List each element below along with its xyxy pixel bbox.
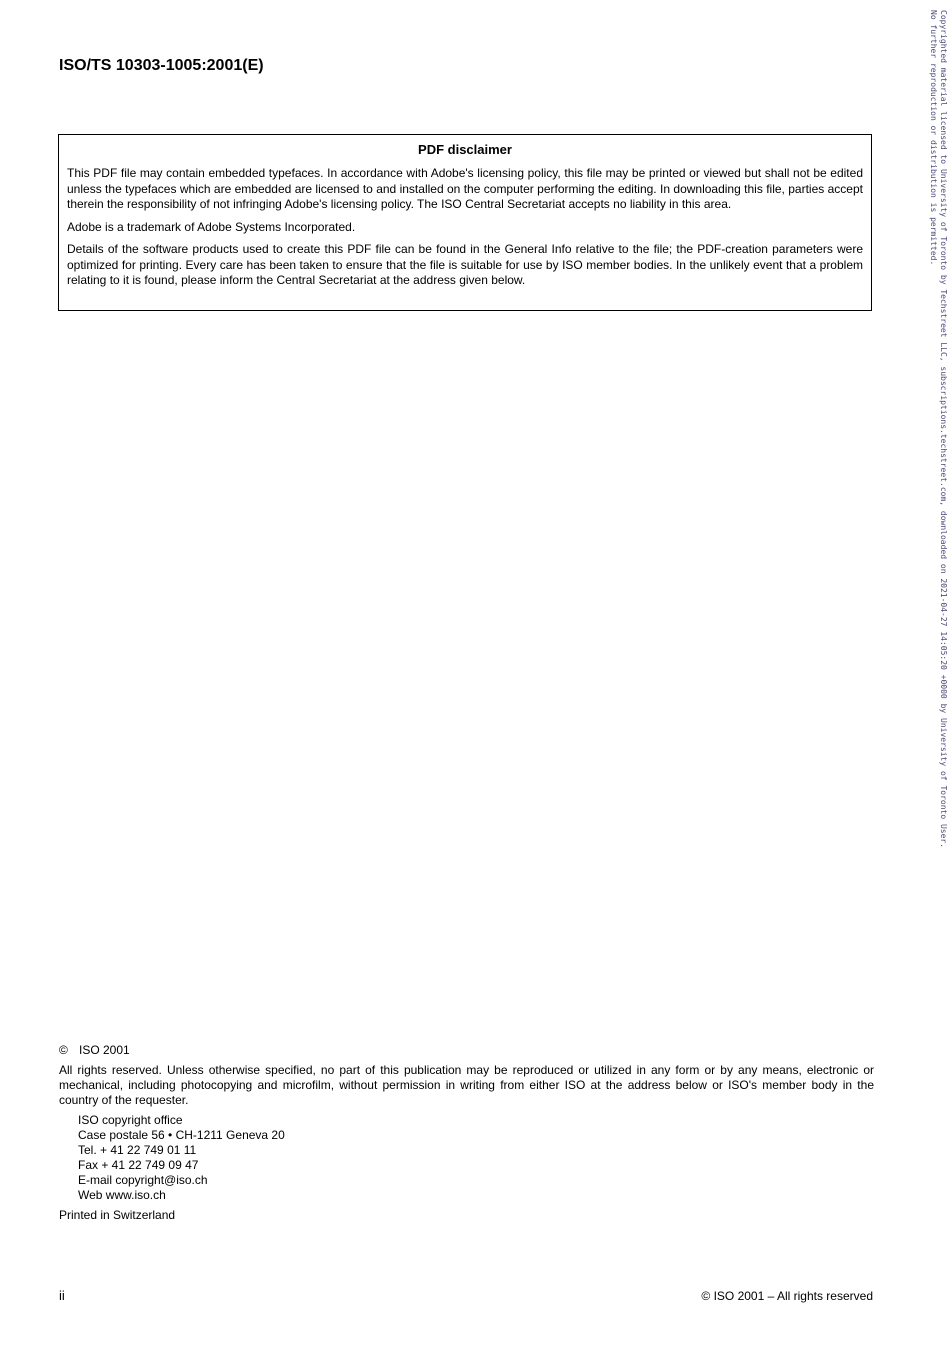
disclaimer-paragraph-trademark: Adobe is a trademark of Adobe Systems Incorporated.	[67, 219, 356, 234]
pdf-disclaimer-box	[58, 134, 872, 311]
address-line-tel: Tel. + 41 22 749 01 11	[78, 1143, 197, 1157]
watermark-line-reproduction: No further reproduction or distribution is permitted.	[929, 10, 938, 266]
iso-address	[78, 1113, 874, 1203]
printed-location: Printed in Switzerland	[59, 1208, 176, 1222]
copyright-year-line	[59, 1043, 874, 1058]
copyright-block	[59, 1043, 874, 1223]
address-line-email: E-mail copyright@iso.ch	[78, 1173, 208, 1187]
address-line-office: ISO copyright office	[78, 1113, 183, 1127]
copyright-symbol: ©	[59, 1043, 68, 1057]
disclaimer-paragraph-typefaces: This PDF file may contain embedded typefaces. In accordance with Adobe's licensing policy, this file may be printed or viewed but shall not be edited unless the typefaces which are embedded are licensed to and installed on the computer performing the editing. In downloading this file, parties accept therein the responsibility of not infringing Adobe's licensing policy. The ISO Central Secretariat accepts no liability in this area.	[67, 166, 863, 211]
page-number: ii	[59, 1288, 65, 1303]
license-watermark	[924, 10, 948, 870]
footer-copyright: © ISO 2001 – All rights reserved	[701, 1289, 873, 1303]
rights-statement: All rights reserved. Unless otherwise specified, no part of this publication may be reproduced or utilized in any form or by any means, electronic or mechanical, including photocopying and microfilm, without permission in writing from either ISO at the address below or ISO's member body in the country of the requester.	[59, 1063, 874, 1107]
copyright-year: ISO 2001	[79, 1043, 130, 1057]
disclaimer-paragraph-software: Details of the software products used to create this PDF file can be found in the General Info relative to the file; the PDF-creation parameters were optimized for printing. Every care has been taken to ensure that the file is suitable for use by ISO member bodies. In the unlikely event that a problem relating to it is found, please inform the Central Secretariat at the address given below.	[67, 242, 863, 287]
disclaimer-title: PDF disclaimer	[418, 142, 512, 157]
watermark-line-license: Copyrighted material licensed to University of Toronto by Techstreet LLC, subscriptions.techstreet.com, downloaded on 2021-04-27 14:05:20 +0000 by University of Toronto User.	[939, 10, 948, 849]
address-line-web: Web www.iso.ch	[78, 1188, 166, 1202]
address-line-fax: Fax + 41 22 749 09 47	[78, 1158, 199, 1172]
address-line-postal: Case postale 56 • CH-1211 Geneva 20	[78, 1128, 285, 1142]
document-id-header: ISO/TS 10303-1005:2001(E)	[59, 57, 264, 74]
